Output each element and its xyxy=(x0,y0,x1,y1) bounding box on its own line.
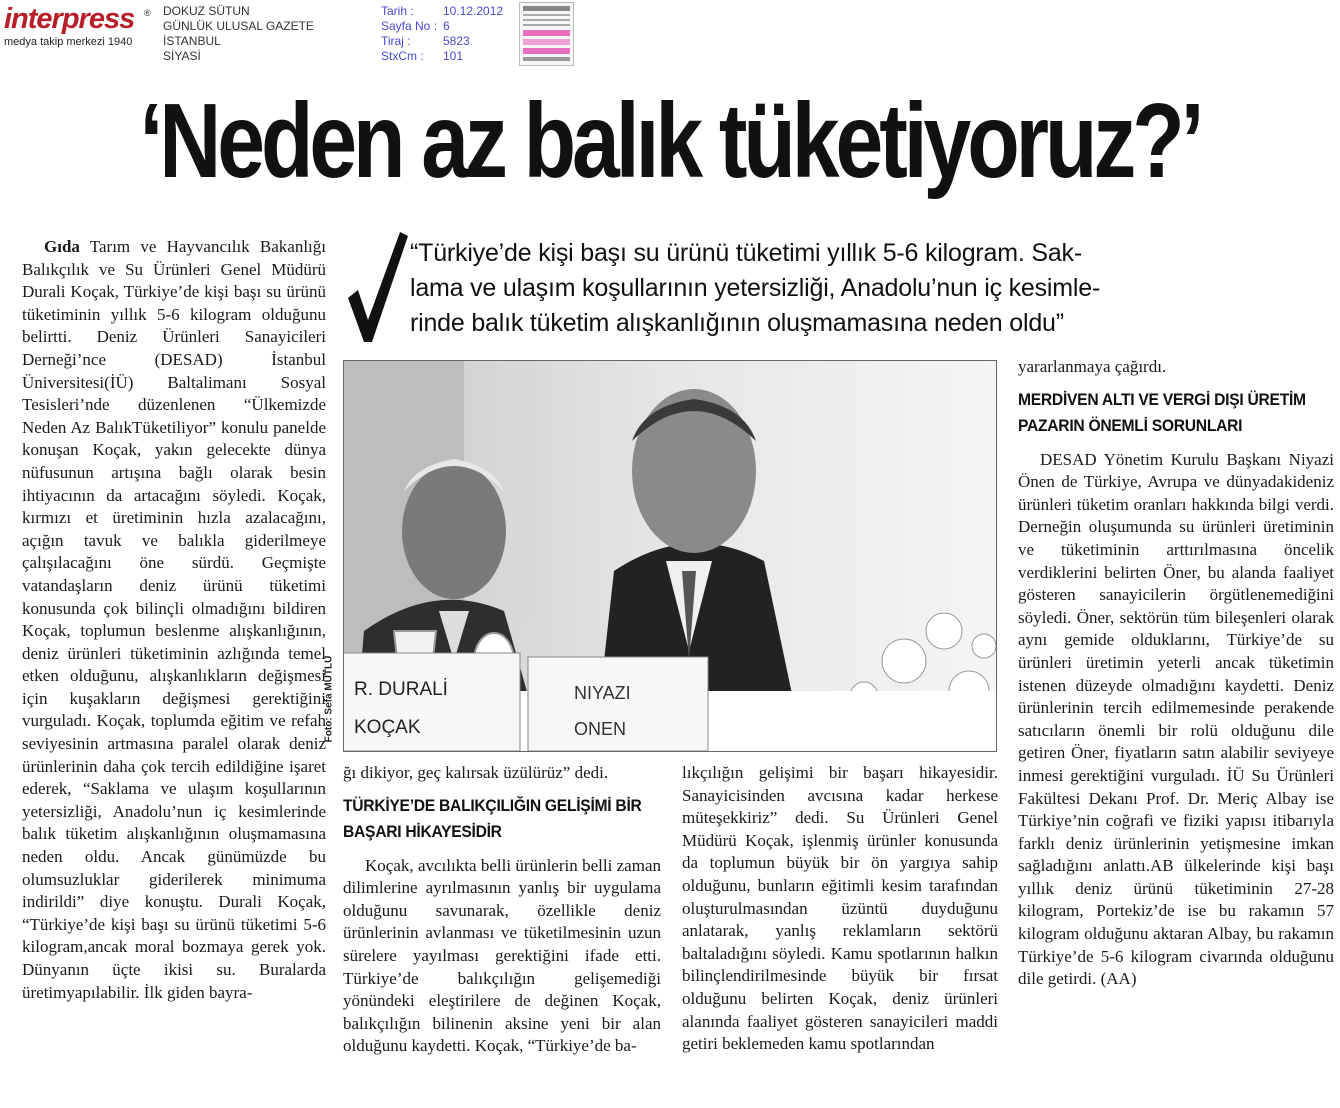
page-thumbnail[interactable] xyxy=(519,2,574,66)
nameplate-line: ONEN xyxy=(574,719,627,739)
issue-label: Tiraj : xyxy=(381,34,411,48)
subheading xyxy=(1018,387,1309,439)
issue-value: 5823 xyxy=(443,34,470,48)
issue-value: 10.12.2012 xyxy=(443,4,504,18)
column-text: ğı dikiyor, geç kalırsak üzülürüz” dedi. xyxy=(343,763,609,782)
nameplate-line: R. DURALİ xyxy=(354,679,448,700)
pull-quote xyxy=(410,236,1338,341)
subheading-text: MERDİVEN ALTI VE VERGİ DIŞI ÜRETİM PAZARIN ÖNEMLİ SORUNLARI xyxy=(1018,389,1306,435)
logo-tagline: medya takip merkezi 1940 xyxy=(4,36,133,48)
article-photo[interactable] xyxy=(343,360,997,752)
checkmark-icon xyxy=(344,228,410,346)
issue-value: 101 xyxy=(443,49,464,63)
issue-label: Sayfa No : xyxy=(381,19,438,33)
column-text: DESAD Yönetim Kurulu Başkanı Niyazi Önen de Türkiye, Avrupa ve dünyadakideniz ürünleri tüketim oranları hakkında bilgi verdi. Derneğin oluşumunda su ürünleri üretiminin ve tüketiminin arttırılmasına öncelik verdiklerini belirten Öner, bu alanda faaliyet gösteren sanayicilerin örgütlenemediğini söyledi. Öner, sektörün tüm bileşenleri olarak aynı gemide olduklarını, Türkiye’de su ürünleri üretimin yeterli ancak tüketimin istenen düzeyde olmadığını kaydetti. Deniz ürünlerinin tercih edilmemesinde perakende satıcıların önemli bir rolü olduğunu dile getiren Öner, fiyatların satın alabilir seviyeye inmesi gerektiğini vurguladı. İÜ Su Ürünleri Fakültesi Dekanı Prof. Dr. Meriç Albay ise Türkiye’nin coğrafi ve fiziki yapısı itibarıyla farklı deniz ürünlerinin yetişmesine imkan sağladığını anlattı.AB ülkelerinde kişi başı yıllık deniz ürünü tüketiminin 27-28 kilogram, Portekiz’de ise bu rakamın 57 kilogram olduğunu aktaran Albay, bu rakamın Türkiye’de 5-6 kilogram civarında olduğunu dile getirdi. (AA) xyxy=(1018,449,1334,989)
issue-value: 6 xyxy=(443,19,450,33)
registered-mark: ® xyxy=(144,8,151,18)
article-headline: ‘Neden az balık tüketiyoruz?’ xyxy=(139,82,1201,200)
issue-label: StxCm : xyxy=(381,49,424,63)
nameplate-line: NIYAZI xyxy=(574,683,631,703)
issue-label: Tarih : xyxy=(381,4,414,18)
pull-quote-line: rinde balık tüketim alışkanlığının oluşmamasına neden oldu” xyxy=(410,309,1064,337)
article-column-1 xyxy=(22,236,326,1104)
subheading xyxy=(343,793,642,845)
column-text: Koçak, avcılıkta belli ürünlerin belli zaman dilimlerine ayrılmasının yanlış bir uygulama olduğunu savunarak, özellikle deniz ürünlerinin avlanması ve tüketilmesinin uzun sürelere yayılması gerektiğini ifade etti. Türkiye’de balıkçılığın gelişemediği yönündeki eleştirilere de değinen Koçak, balıkçılığın bilinenin aksine yeni bir alan olduğunu kaydetti. Koçak, “Türkiye’de ba- xyxy=(343,855,661,1056)
lead-word: Gıda xyxy=(44,237,80,256)
publication-name: DOKUZ SÜTUN xyxy=(163,4,250,18)
subheading-text: TÜRKİYE’DE BALIKÇILIĞIN GELİŞİMİ BİR BAŞARI HİKAYESİDİR xyxy=(343,795,642,841)
article-column-2 xyxy=(343,762,661,1102)
column-text: Tarım ve Hayvancılık Bakanlığı Balıkçılık ve Su Ürünleri Genel Müdürü Durali Koçak, Türkiye’de kişi başı su ürünü tüketiminin yıllık 5-6 kilogram olduğunu belirtti. Deniz Ürünleri Sanayicileri Derneği’nce (DESAD) İstanbul Üniversitesi(İÜ) Baltalimanı Sosyal Tesisleri’nde düzenlenen “Ülkemizde Neden Az BalıkTüketiliyor” konulu panelde konuşan Koçak, yakın gelecekte dünya nüfusunun artışına bağlı olarak besin ihtiyacının da artacağını söyledi. Koçak, kırmızı et üretiminin hızla azalacağını, açığın tavuk ve balıkla giderilmeye çalışılacağını öne sürdü. Geçmişte vatandaşların deniz ürünü tüketimi konusunda çok bilinçli olmadığını bildiren Koçak, toplumun beslenme alışkanlığının, deniz ürünleri tüketiminin azlığında temel etken olduğunu, alışkanlıkların değişmesi için kuşakların değişmesi gerektiğini vurguladı. Koçak, toplumda eğitim ve refah seviyesinin artmasına paralel olarak deniz ürünlerinin daha çok tercih edildiğine işaret ederek, “Saklama ve ulaşım koşullarının yetersizliği, Anadolu’nun iç kesimlerinde balık tüketim alışkanlığının oluşmamasına neden oldu. Ancak günümüzde bu olumsuzluklar giderilerek minimuma indirildi” diye konuştu. Durali Koçak, “Türkiye’de kişi başı su ürünü tüketimi 5-6 kilogram,ancak moral bozmaya gerek yok. Dünyanın üçte ikisi su. Buralarda üretimyapılabilir. İlk giden bayra- xyxy=(22,237,326,1002)
interpress-logo xyxy=(4,4,152,50)
pull-quote-line: lama ve ulaşım koşullarının yetersizliği, Anadolu’nun iç kesimle- xyxy=(410,274,1101,302)
issue-page-row xyxy=(381,19,521,34)
article-column-4 xyxy=(1018,356,1334,1104)
publication-info xyxy=(163,4,363,64)
nameplate-line: KOÇAK xyxy=(354,717,421,738)
column-text: lıkçılığın gelişimi bir başarı hikayesidir. Sanayicisinden avcısına kadar herkese müteşekkiriz” dedi. Su Ürünleri Genel Müdürü Koçak, işlenmiş ürünler konusunda da toplumun büyük bir ön yargıya sahip olduğunu, bunların eğitimli kesim tarafından oluşturulmasından üzüntü duyduğunu anlatarak, yanlış reklamların sektörü baltaladığını söyledi. Kamu spotlarının halkın bilinçlendirilmesinde büyük bir fırsat olduğunu belirten Koçak, deniz ürünleri alanında faaliyet gösteren sanayicileri maddi getiri beklemeden kamu spotlarından xyxy=(682,763,998,1054)
issue-info xyxy=(381,4,521,64)
issue-circulation-row xyxy=(381,34,521,49)
photo-credit-text: Foto: Sefa MUTLU xyxy=(323,655,335,743)
issue-date-row xyxy=(381,4,521,19)
logo-wordmark: interpress xyxy=(4,3,135,35)
issue-stxcm-row xyxy=(381,49,521,64)
column-text: yararlanmaya çağırdı. xyxy=(1018,357,1167,376)
article-column-3 xyxy=(682,762,998,1102)
photo-illustration xyxy=(344,361,996,751)
photo-credit xyxy=(318,652,340,746)
publication-type: GÜNLÜK ULUSAL GAZETE xyxy=(163,19,314,33)
pull-quote-line: “Türkiye’de kişi başı su ürünü tüketimi yıllık 5-6 kilogram. Sak- xyxy=(410,239,1082,267)
publication-city: İSTANBUL xyxy=(163,34,221,48)
publication-category: SİYASİ xyxy=(163,49,201,63)
